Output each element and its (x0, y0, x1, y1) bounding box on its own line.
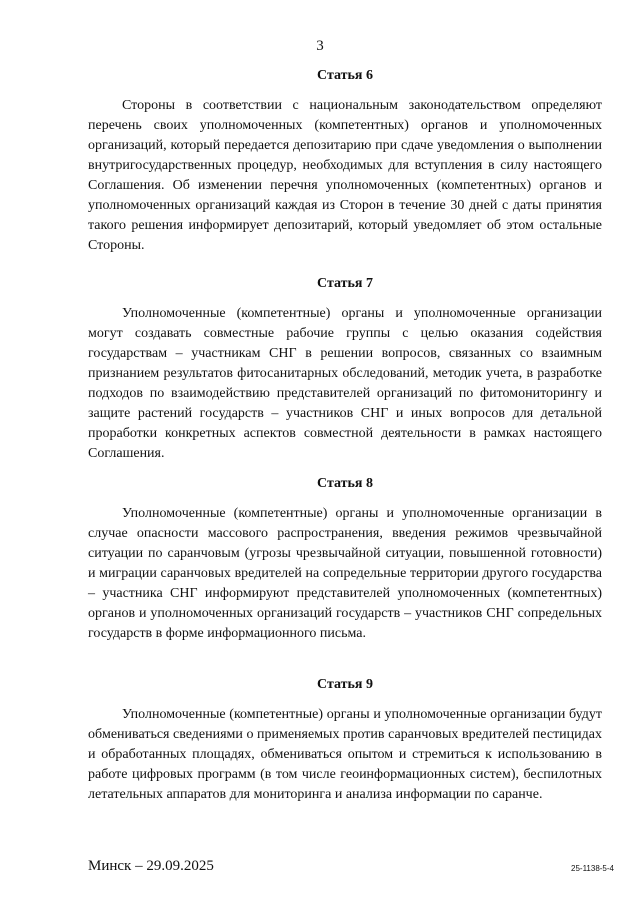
article-text: Уполномоченные (компетентные) органы и уполномоченные организации в случае опасности массового распространения, введения режимов чрезвычайной ситуации по саранчовым (угрозы чрезвычайной ситуации, повышенной готовности) и миграции саранчовых вредителей на сопредельные территории другого государства – участника СНГ информируют представителей уполномоченных (компетентных) органов и уполномоченных организаций государств – участников СНГ сопредельных государств в форме информационного письма. (88, 505, 602, 641)
article-title: Статья 8 (317, 476, 373, 491)
article-7 (88, 274, 602, 464)
footer-place-date: Минск – 29.09.2025 (88, 858, 214, 874)
article-text: Уполномоченные (компетентные) органы и уполномоченные организации будут обмениваться сведениями о применяемых против саранчовых вредителей пестицидах и обработанных площадях, обмениваться опытом и стремиться к использованию в работе цифровых программ (в том числе геоинформационных систем), беспилотных летательных аппаратов для мониторинга и анализа информации по саранче. (88, 706, 602, 802)
article-text: Стороны в соответствии с национальным законодательством определяют перечень своих уполномоченных (компетентных) органов и уполномоченных организаций, который передается депозитарию при сдаче уведомления о выполнении внутригосударственных процедур, необходимых для вступления в силу настоящего Соглашения. Об изменении перечня уполномоченных (компетентных) органов и уполномоченных организаций каждая из Сторон в течение 30 дней с даты принятия такого решения информирует депозитарий, который уведомляет об этом остальные Стороны. (88, 97, 602, 253)
article-title: Статья 7 (317, 276, 373, 291)
article-title: Статья 9 (317, 677, 373, 692)
article-text: Уполномоченные (компетентные) органы и уполномоченные организации могут создавать совместные рабочие группы с целью оказания содействия государствам – участникам СНГ в решении вопросов, связанных со взаимным признанием результатов фитосанитарных обследований, методик учета, в разработке подходов по взаимодействию представителей организаций по фитомониторингу и защите растений государств – участников СНГ и иных вопросов для детальной проработки конкретных аспектов совместной деятельности в рамках настоящего Соглашения. (88, 305, 602, 461)
article-9 (88, 675, 602, 805)
footer-doc-code: 25-1138-5-4 (571, 864, 614, 873)
page-number: 3 (316, 38, 324, 54)
article-title: Статья 6 (317, 68, 373, 83)
article-6 (88, 66, 602, 256)
article-8 (88, 474, 602, 644)
